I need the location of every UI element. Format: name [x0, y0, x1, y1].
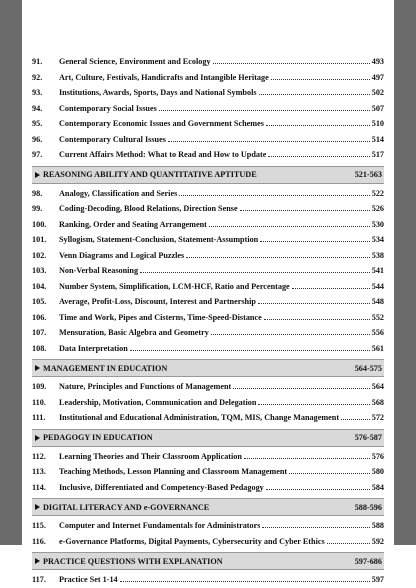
dot-leader — [258, 404, 369, 405]
toc-entry — [32, 186, 384, 202]
page-number: 534 — [371, 235, 384, 244]
chapter-title: Coding-Decoding, Blood Relations, Direction Sense — [59, 204, 238, 213]
chapter-number: 112. — [32, 451, 46, 461]
toc-entry — [32, 294, 384, 310]
document-page — [22, 0, 394, 584]
page-number: 548 — [371, 297, 384, 306]
section-title-wrap — [34, 364, 167, 373]
section-title: PEDAGOGY IN EDUCATION — [43, 433, 153, 442]
toc-entry — [32, 310, 384, 326]
dot-leader — [289, 473, 370, 474]
left-margin-shadow — [0, 0, 22, 545]
chapter-title: Nature, Principles and Functions of Management — [59, 382, 232, 391]
toc-entry — [32, 325, 384, 341]
toc-entry — [32, 132, 384, 148]
dot-leader — [168, 141, 370, 142]
dot-leader — [292, 288, 370, 289]
chapter-title: Average, Profit-Loss, Discount, Interest and Partnership — [59, 297, 256, 306]
chapter-title: Art, Culture, Festivals, Handicrafts and Intangible Heritage — [59, 72, 269, 82]
page-number: 588 — [371, 521, 384, 530]
dot-leader — [264, 319, 370, 320]
toc-entry — [32, 518, 384, 534]
chapter-title: Inclusive, Differentiated and Competency-Based Pedagogy — [59, 482, 264, 492]
section-title-wrap — [34, 503, 209, 512]
toc-entry — [32, 480, 384, 496]
arrow-bullet-icon — [35, 172, 40, 178]
chapter-title: Teaching Methods, Lesson Planning and Classroom Management — [59, 467, 288, 476]
chapter-number: 113. — [32, 467, 46, 476]
dot-leader — [268, 156, 369, 157]
toc-entry — [32, 395, 384, 411]
chapter-title: Mensuration, Basic Algebra and Geometry — [59, 328, 209, 337]
chapter-number: 106. — [32, 312, 47, 322]
dot-leader — [266, 489, 370, 490]
page-number: 592 — [371, 536, 384, 546]
toc-entry — [32, 85, 384, 101]
section-page-range: 597-686 — [354, 556, 382, 566]
chapter-number: 100. — [32, 219, 47, 229]
page-number: 552 — [371, 312, 384, 322]
dot-leader — [266, 125, 370, 126]
dot-leader — [179, 195, 369, 196]
chapter-title: General Science, Environment and Ecology — [59, 57, 211, 66]
chapter-title: Time and Work, Pipes and Cisterns, Time-Speed-Distance — [59, 312, 262, 322]
page-number: 568 — [371, 397, 384, 407]
chapter-number: 108. — [32, 343, 47, 353]
page-number: 544 — [371, 281, 384, 291]
chapter-number: 103. — [32, 266, 47, 275]
chapter-title: Contemporary Social Issues — [59, 103, 157, 113]
section-title-wrap — [34, 170, 257, 179]
page-number: 561 — [371, 343, 384, 353]
page-number: 497 — [371, 72, 384, 82]
toc-entry — [32, 116, 384, 132]
page-number: 597 — [371, 575, 384, 584]
toc-entry — [32, 379, 384, 395]
chapter-number: 111. — [32, 413, 46, 422]
toc-entry — [32, 449, 384, 465]
toc-entry — [32, 54, 384, 70]
dot-leader — [327, 543, 370, 544]
section-header — [32, 429, 384, 447]
chapter-title: Practice Set 1-14 — [59, 575, 118, 584]
page-number: 493 — [371, 57, 384, 66]
page-number: 507 — [371, 103, 384, 113]
chapter-title: Number System, Simplification, LCM-HCF, Ratio and Percentage — [59, 281, 290, 291]
chapter-number: 92. — [32, 72, 43, 82]
right-margin-shadow — [394, 0, 416, 545]
page-number: 576 — [371, 451, 384, 461]
page-number: 502 — [371, 88, 384, 97]
chapter-title: Contemporary Cultural Issues — [59, 134, 166, 144]
dot-leader — [233, 388, 369, 389]
chapter-number: 107. — [32, 328, 47, 337]
chapter-title: Data Interpretation — [59, 343, 128, 353]
chapter-title: Institutional and Educational Administration, TQM, MIS, Change Management — [59, 413, 340, 422]
toc-entry — [32, 341, 384, 357]
dot-leader — [140, 272, 370, 273]
section-page-range: 521-563 — [354, 170, 382, 179]
toc-entry — [32, 232, 384, 248]
toc-entry — [32, 101, 384, 117]
dot-leader — [258, 303, 370, 304]
page-number: 564 — [371, 382, 384, 391]
chapter-number: 93. — [32, 88, 43, 97]
page-number: 572 — [371, 413, 384, 422]
section-title-wrap — [34, 557, 223, 566]
dot-leader — [159, 110, 370, 111]
page-number: 514 — [371, 134, 384, 144]
toc-entry — [32, 217, 384, 233]
toc-entry — [32, 70, 384, 86]
dot-leader — [211, 334, 370, 335]
dot-leader — [213, 63, 370, 64]
page-number: 510 — [371, 119, 384, 128]
table-of-contents — [32, 54, 384, 588]
section-header — [32, 552, 384, 570]
section-page-range: 564-575 — [354, 363, 382, 373]
chapter-number: 102. — [32, 250, 47, 260]
arrow-bullet-icon — [35, 504, 40, 510]
page-number: 556 — [371, 328, 384, 337]
chapter-number: 94. — [32, 103, 43, 113]
dot-leader — [259, 94, 370, 95]
chapter-number: 98. — [32, 188, 43, 198]
chapter-number: 117. — [32, 575, 46, 584]
section-title: DIGITAL LITERACY AND e-GOVERNANCE — [43, 502, 210, 512]
chapter-number: 105. — [32, 297, 47, 306]
chapter-number: 96. — [32, 134, 43, 144]
dot-leader — [341, 419, 370, 420]
toc-entry — [32, 263, 384, 279]
chapter-title: Venn Diagrams and Logical Puzzles — [59, 250, 185, 260]
dot-leader — [244, 458, 370, 459]
page-number: 526 — [371, 204, 384, 213]
chapter-title: Analogy, Classification and Series — [59, 188, 178, 198]
toc-entry — [32, 201, 384, 217]
toc-entry — [32, 279, 384, 295]
chapter-number: 97. — [32, 150, 43, 159]
chapter-title: Current Affairs Method: What to Read and How to Update — [59, 150, 267, 159]
chapter-number: 116. — [32, 536, 46, 546]
toc-entry — [32, 410, 384, 426]
chapter-number: 101. — [32, 235, 47, 244]
chapter-title: Syllogism, Statement-Conclusion, Statement-Assumption — [59, 235, 259, 244]
toc-entry — [32, 534, 384, 550]
chapter-title: Non-Verbal Reasoning — [59, 266, 139, 275]
section-header — [32, 359, 384, 377]
page-number: 584 — [371, 482, 384, 492]
dot-leader — [130, 350, 370, 351]
arrow-bullet-icon — [35, 558, 40, 564]
page-number: 517 — [371, 150, 384, 159]
dot-leader — [240, 210, 370, 211]
chapter-number: 115. — [32, 521, 46, 530]
section-title: PRACTICE QUESTIONS WITH EXPLANATION — [43, 556, 223, 566]
page-number: 522 — [371, 188, 384, 198]
toc-entry — [32, 248, 384, 264]
chapter-title: Computer and Internet Fundamentals for Administrators — [59, 521, 261, 530]
section-page-range: 588-596 — [354, 502, 382, 512]
dot-leader — [186, 257, 369, 258]
dot-leader — [262, 527, 369, 528]
chapter-number: 110. — [32, 397, 46, 407]
chapter-number: 91. — [32, 57, 43, 66]
section-page-range: 576-587 — [354, 433, 382, 442]
chapter-title: Learning Theories and Their Classroom Application — [59, 451, 242, 461]
chapter-title: Leadership, Motivation, Communication and Delegation — [59, 397, 257, 407]
section-title-wrap — [34, 433, 153, 442]
chapter-title: Contemporary Economic Issues and Government Schemes — [59, 119, 264, 128]
toc-entry — [32, 147, 384, 163]
section-title: REASONING ABILITY AND QUANTITATIVE APTITUDE — [43, 170, 257, 179]
chapter-number: 95. — [32, 119, 43, 128]
page-number: 580 — [371, 467, 384, 476]
section-title: MANAGEMENT IN EDUCATION — [43, 363, 168, 373]
chapter-title: Ranking, Order and Seating Arrangement — [59, 219, 207, 229]
chapter-number: 99. — [32, 204, 43, 213]
toc-entry — [32, 572, 384, 588]
page-number: 541 — [371, 266, 384, 275]
arrow-bullet-icon — [35, 435, 40, 441]
chapter-number: 109. — [32, 382, 47, 391]
chapter-number: 104. — [32, 281, 47, 291]
dot-leader — [120, 581, 370, 582]
chapter-title: Institutions, Awards, Sports, Days and National Symbols — [59, 88, 257, 97]
section-header — [32, 498, 384, 516]
toc-entry — [32, 464, 384, 480]
chapter-title: e-Governance Platforms, Digital Payments, Cybersecurity and Cyber Ethics — [59, 536, 325, 546]
dot-leader — [260, 241, 369, 242]
page-number: 530 — [371, 219, 384, 229]
page-number: 538 — [371, 250, 384, 260]
arrow-bullet-icon — [35, 365, 40, 371]
section-header — [32, 166, 384, 184]
dot-leader — [271, 79, 370, 80]
dot-leader — [209, 226, 370, 227]
chapter-number: 114. — [32, 482, 46, 492]
